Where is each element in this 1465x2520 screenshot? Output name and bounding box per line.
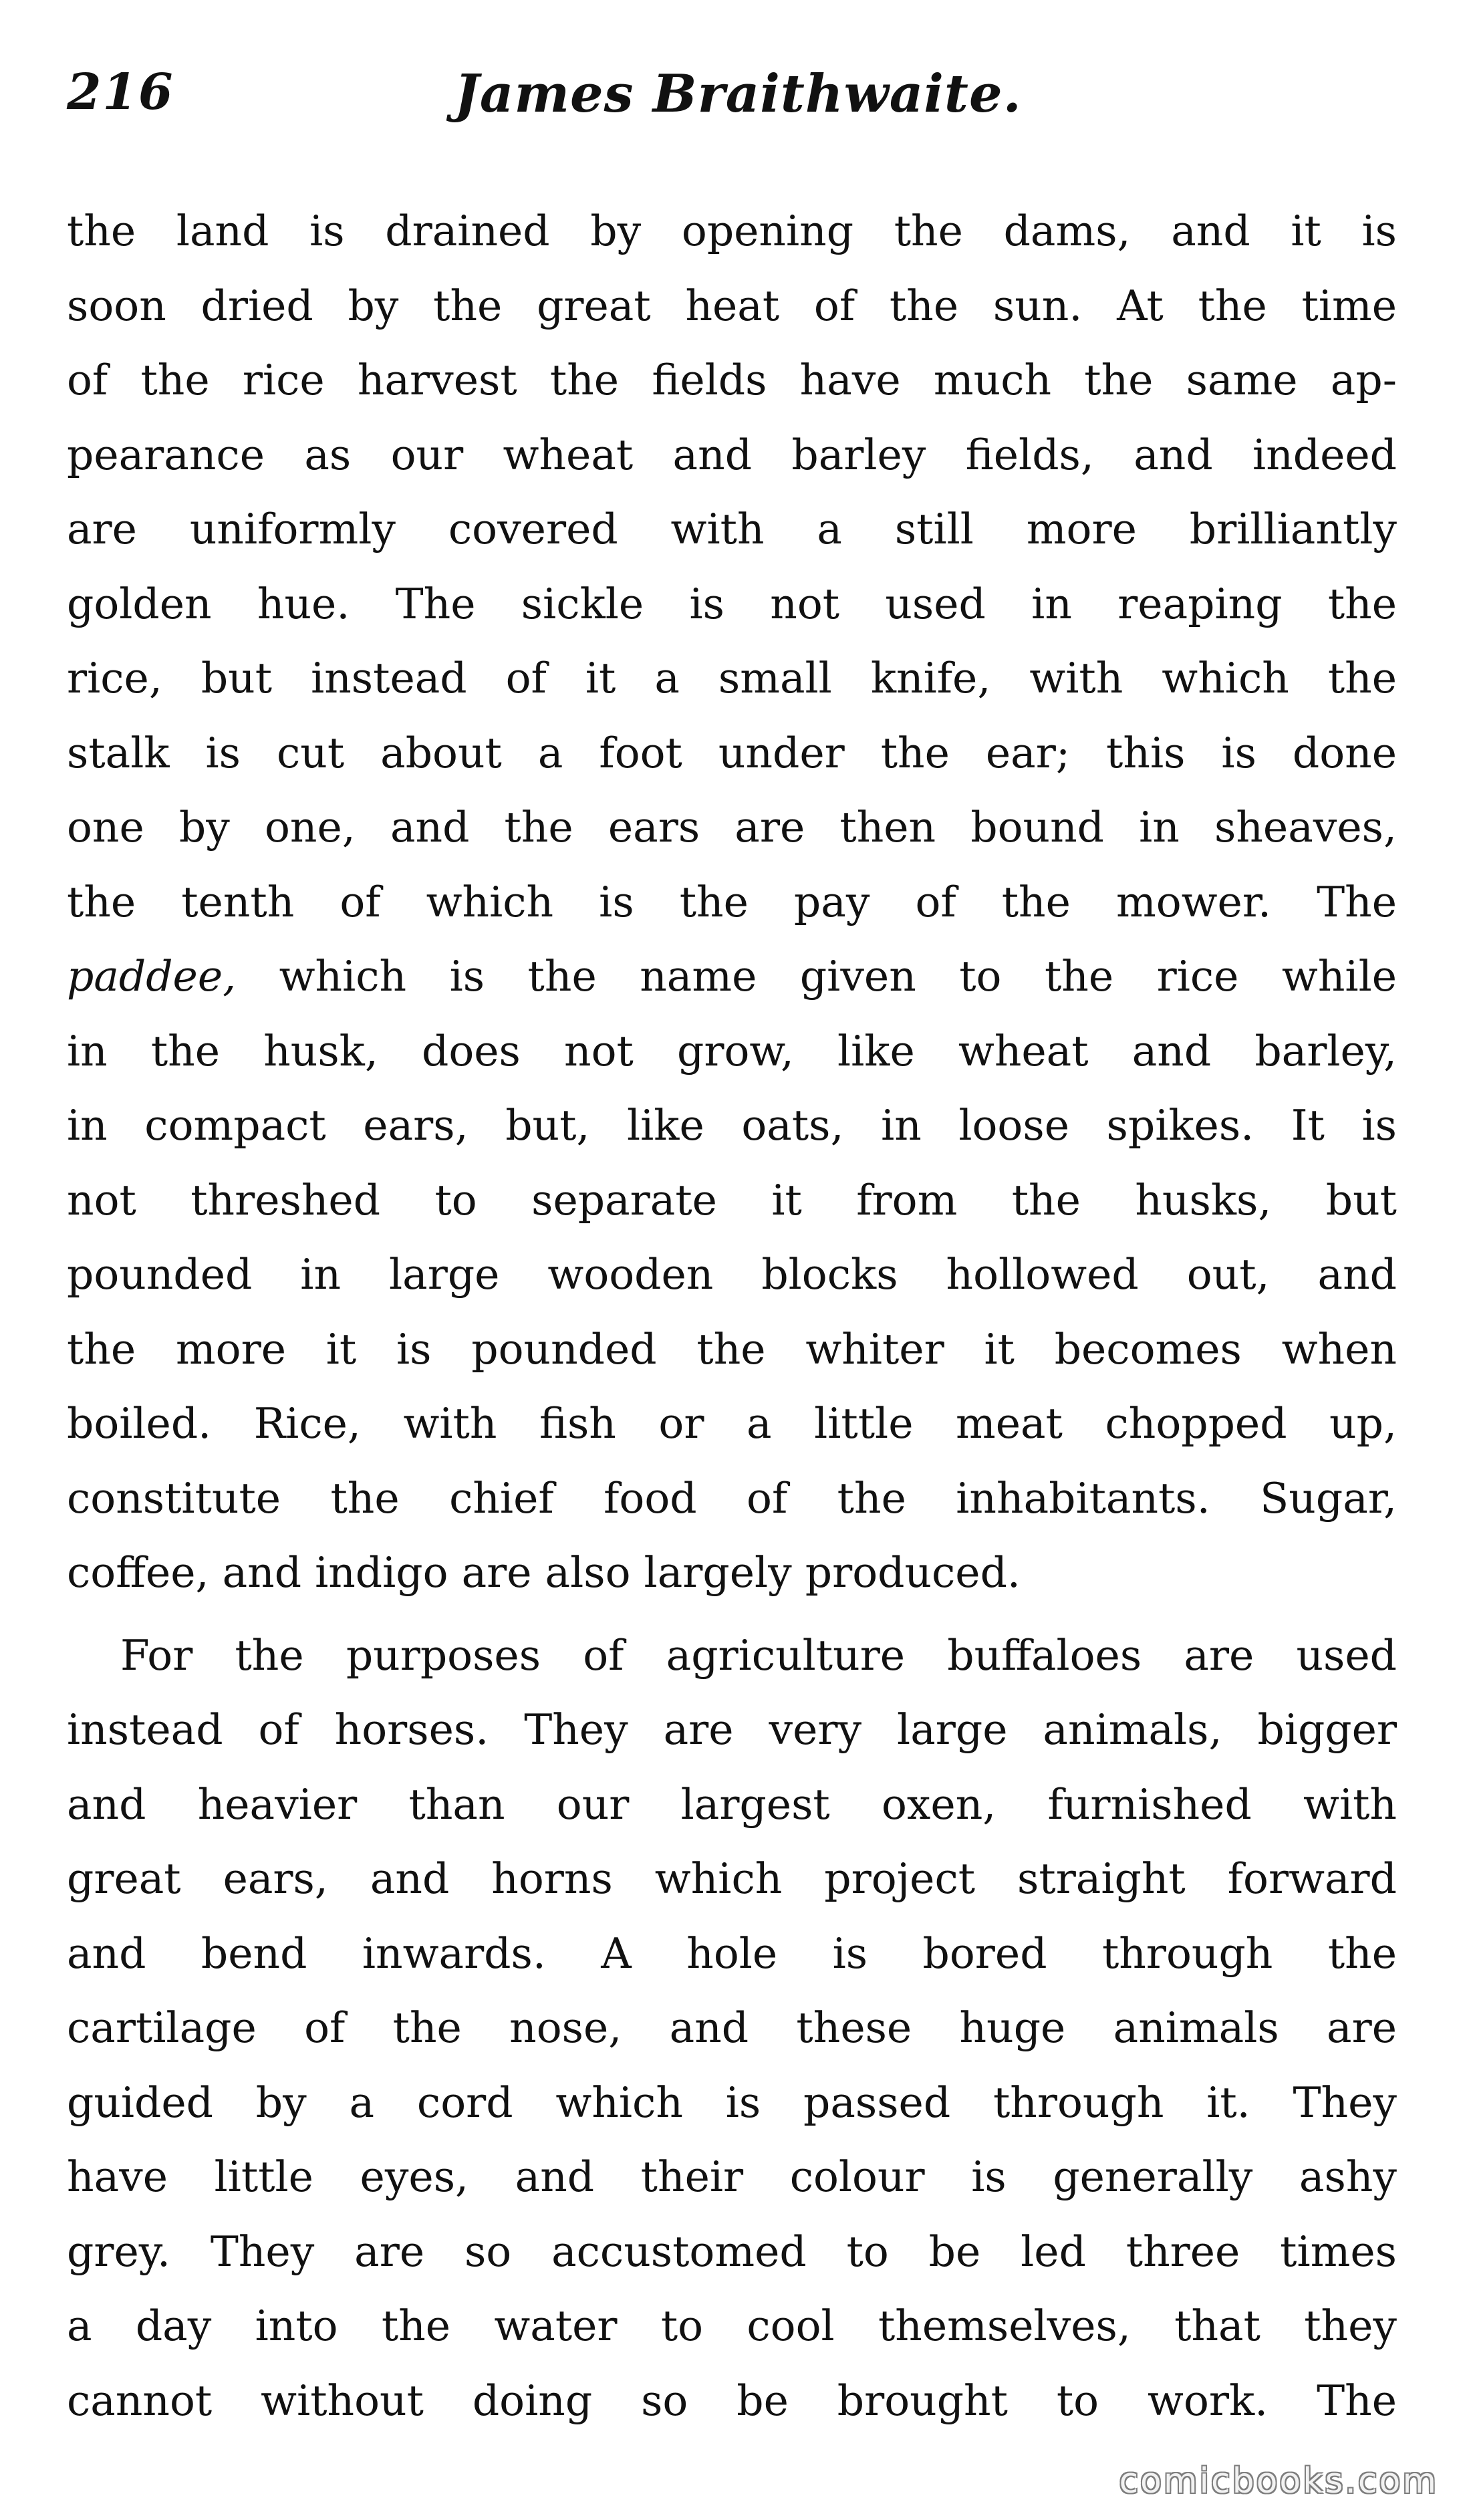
text-line: stalk is cut about a foot under the ear; this is done (67, 728, 1397, 777)
text-line: rice, but instead of it a small knife, with which the (67, 654, 1397, 703)
running-title: James Braithwaite. (454, 64, 1022, 124)
text-line: cartilage of the nose, and these huge animals are (67, 2003, 1397, 2052)
text-line: grey. They are so accustomed to be led three times (67, 2227, 1397, 2276)
text-line: a day into the water to cool themselves, that they (67, 2301, 1397, 2350)
body-text (67, 194, 1397, 2438)
text-line: in compact ears, but, like oats, in loose spikes. It is (67, 1101, 1397, 1150)
text-line: coffee, and indigo are also largely produced. (67, 1548, 1021, 1597)
text-line: soon dried by the great heat of the sun. At the time (67, 281, 1397, 330)
text-line: instead of horses. They are very large animals, bigger (67, 1705, 1397, 1754)
italic-term: paddee, (67, 952, 237, 1001)
text-line: the land is drained by opening the dams, and it is (67, 207, 1397, 255)
text-line-rest: which is the name given to the rice while (236, 952, 1397, 1001)
text-line: cannot without doing so be brought to work. The (67, 2376, 1397, 2425)
text-line: the more it is pounded the whiter it becomes when (67, 1324, 1397, 1374)
text-line: of the rice harvest the fields have much the same ap- (67, 356, 1397, 404)
text-line: For the purposes of agriculture buffaloes are used (120, 1630, 1397, 1680)
text-line (67, 939, 1397, 1014)
text-line: boiled. Rice, with fish or a little meat chopped up, (67, 1399, 1397, 1448)
text-line: great ears, and horns which project straight forward (67, 1854, 1397, 1903)
text-line: the tenth of which is the pay of the mower. The (67, 877, 1397, 926)
text-line: and bend inwards. A hole is bored through the (67, 1928, 1397, 1978)
text-line: pounded in large wooden blocks hollowed out, and (67, 1250, 1397, 1299)
text-line: have little eyes, and their colour is generally ashy (67, 2152, 1397, 2201)
text-line: pearance as our wheat and barley fields, and indeed (67, 430, 1397, 479)
page-header (67, 64, 1390, 144)
text-line: not threshed to separate it from the husks, but (67, 1175, 1397, 1225)
text-line: are uniformly covered with a still more brilliantly (67, 505, 1397, 553)
text-line: and heavier than our largest oxen, furnished with (67, 1779, 1397, 1829)
text-line: golden hue. The sickle is not used in reaping the (67, 579, 1397, 628)
page-number: 216 (67, 64, 174, 121)
text-line: in the husk, does not grow, like wheat and barley, (67, 1026, 1397, 1076)
text-line: constitute the chief food of the inhabitants. Sugar, (67, 1473, 1397, 1523)
watermark: comicbooks.com (1119, 2461, 1438, 2501)
text-line: guided by a cord which is passed through it. They (67, 2077, 1397, 2127)
text-line: one by one, and the ears are then bound in sheaves, (67, 803, 1397, 852)
paragraph-gap (67, 1610, 1397, 1618)
